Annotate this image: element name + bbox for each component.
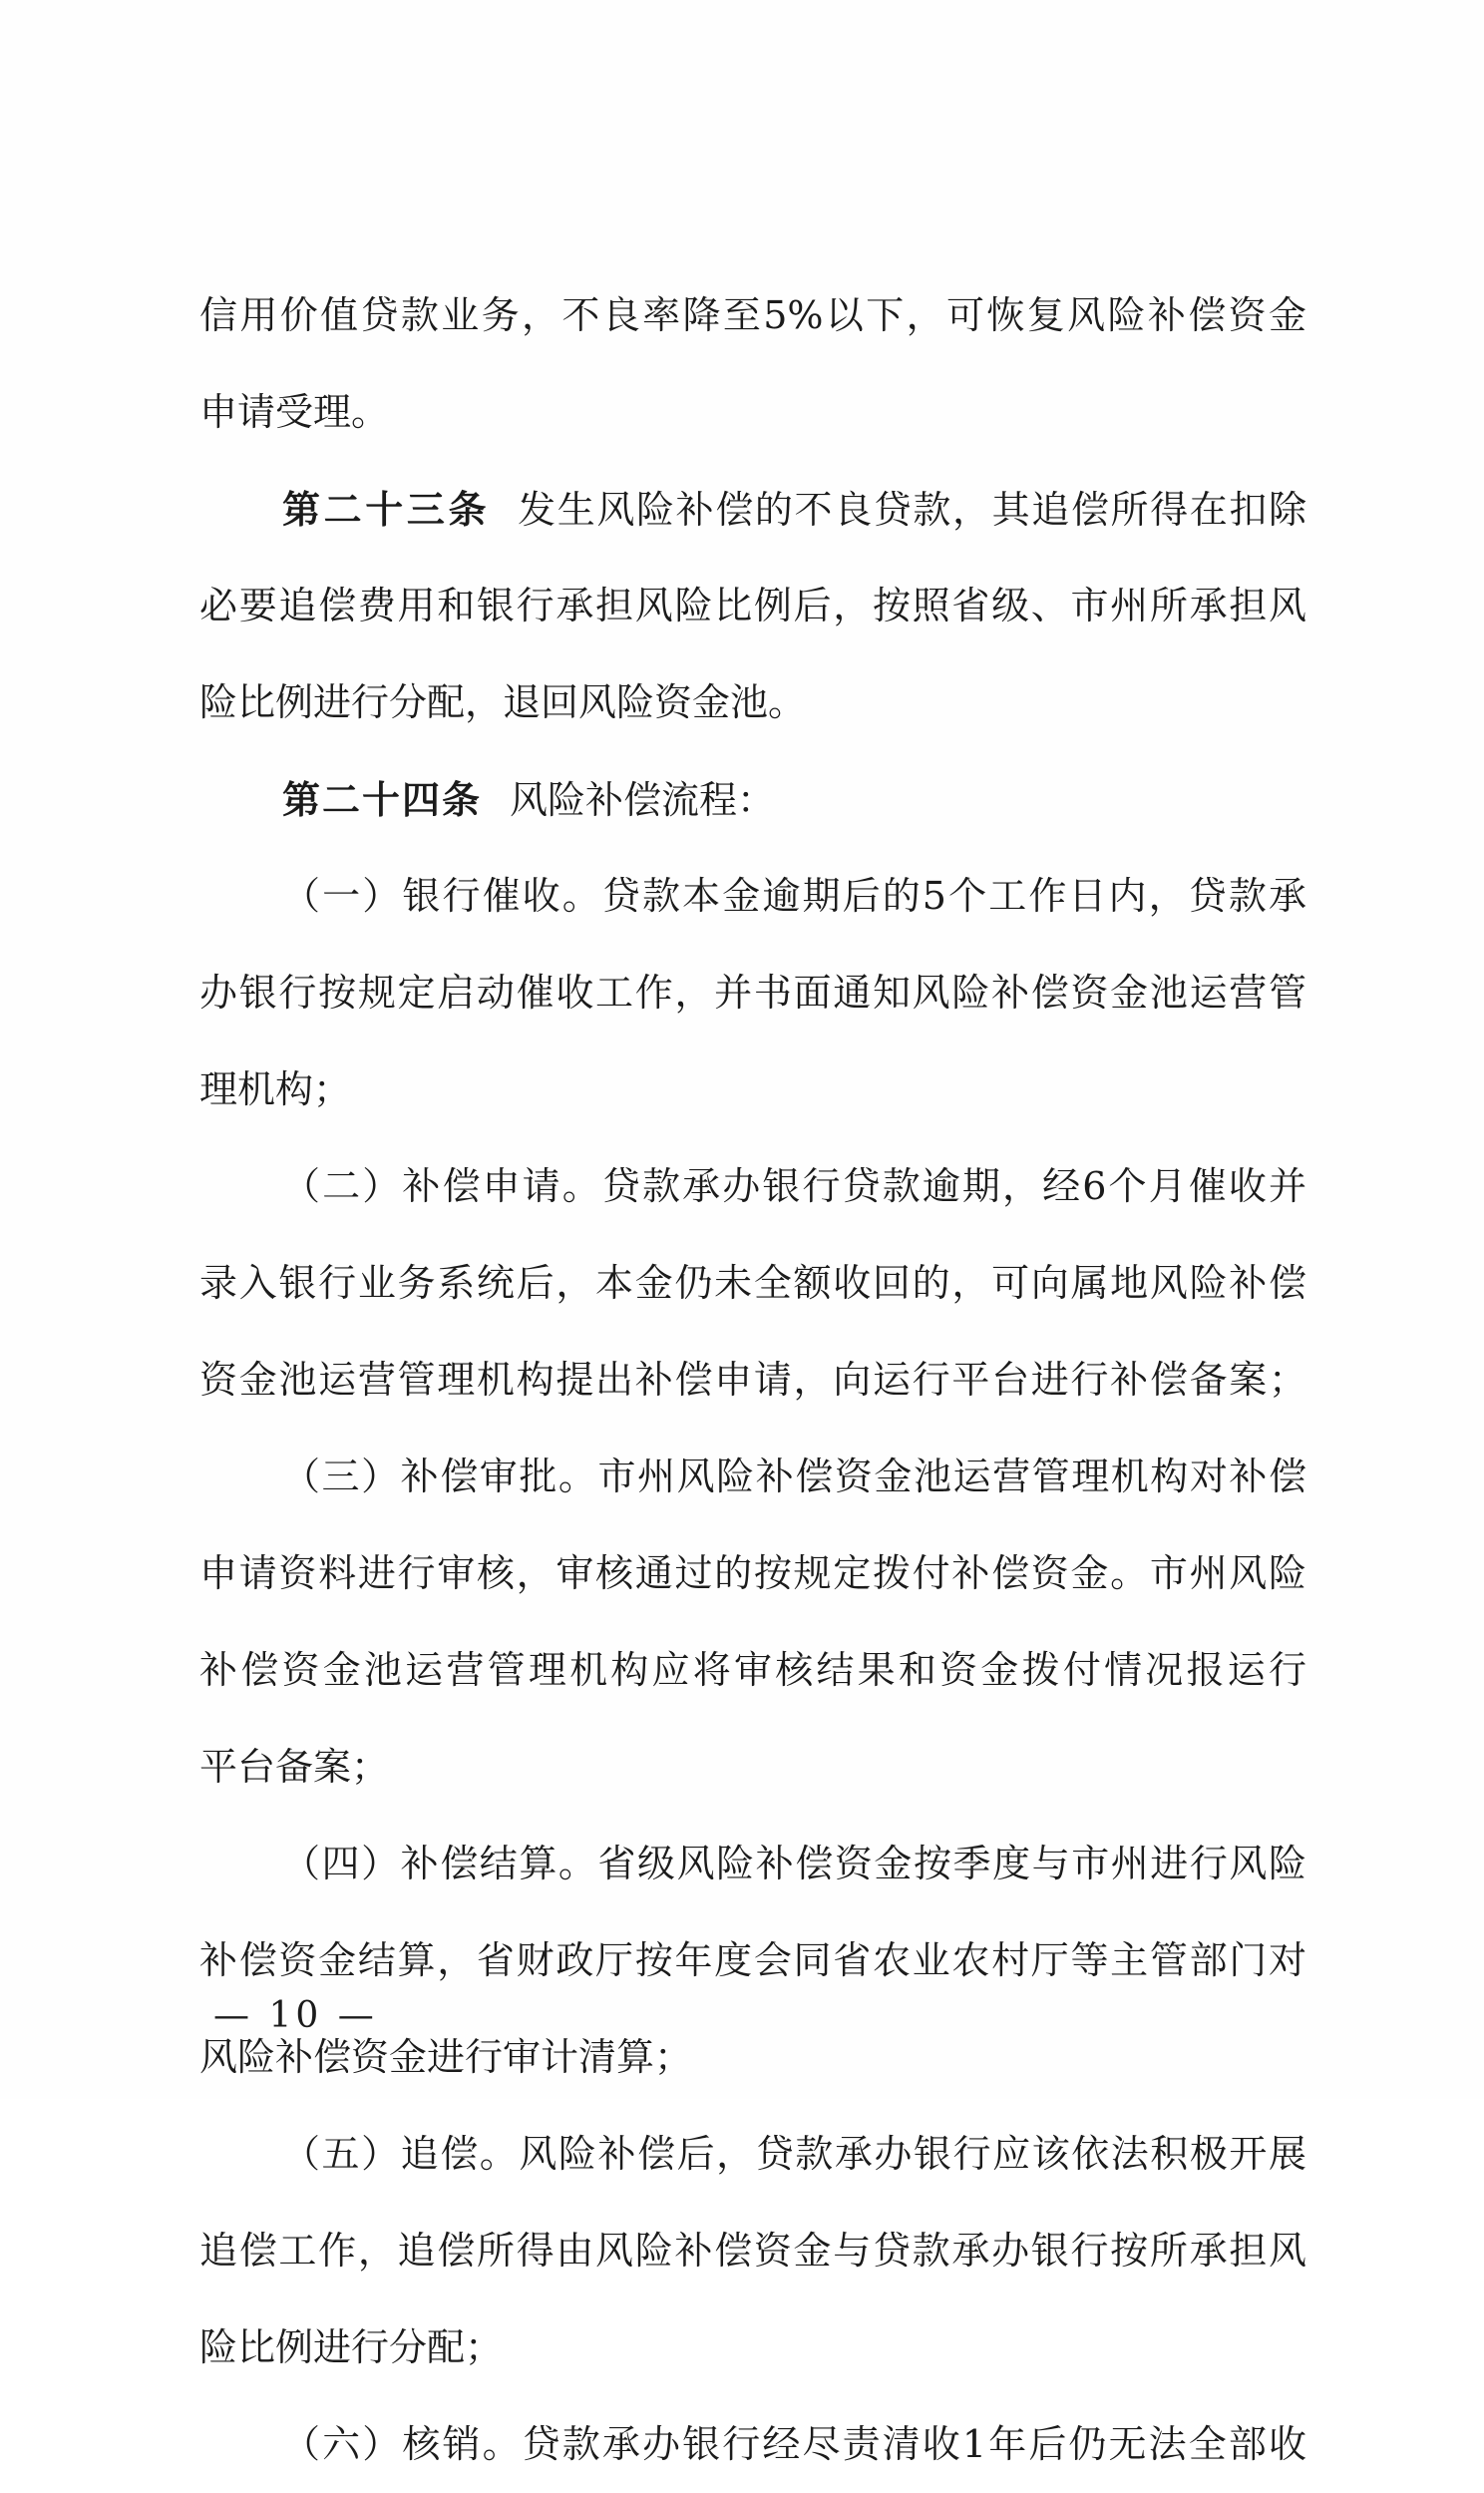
text-line: 录入银行业务系统后，本金仍未全额收回的，可向属地风险补偿 — [199, 1261, 1306, 1305]
text-line: （六）核销。贷款承办银行经尽责清收1年后仍无法全部收 — [282, 2422, 1306, 2466]
text-line: （三）补偿审批。市州风险补偿资金池运营管理机构对补偿 — [282, 1454, 1306, 1498]
article-text: 发生风险补偿的不良贷款，其追偿所得在扣除 — [518, 488, 1306, 532]
text-line: 必要追偿费用和银行承担风险比例后，按照省级、市州所承担风 — [199, 584, 1306, 627]
article-23-paragraph — [199, 461, 1306, 558]
article-text: 风险补偿流程： — [510, 778, 776, 822]
article-heading: 第二十四条 — [282, 777, 483, 822]
article-24-paragraph — [199, 751, 1306, 848]
text-line: 补偿资金池运营管理机构应将审核结果和资金拨付情况报运行 — [199, 1648, 1306, 1692]
text-line: （五）追偿。风险补偿后，贷款承办银行应该依法积极开展 — [282, 2132, 1306, 2176]
text-line: 平台备案； — [199, 1745, 390, 1789]
document-body — [199, 267, 1306, 2493]
page-number: — 10 — — [213, 1995, 378, 2036]
text-line: 申请受理。 — [199, 390, 390, 434]
article-heading: 第二十三条 — [282, 487, 491, 532]
text-line: 资金池运营管理机构提出补偿申请，向运行平台进行补偿备案； — [199, 1358, 1306, 1402]
text-line: 补偿资金结算，省财政厅按年度会同省农业农村厅等主管部门对 — [199, 1938, 1306, 1982]
text-line: 险比例进行分配； — [199, 2325, 504, 2369]
text-line: （四）补偿结算。省级风险补偿资金按季度与市州进行风险 — [282, 1842, 1306, 1885]
text-line: 信用价值贷款业务，不良率降至5%以下，可恢复风险补偿资金 — [199, 293, 1306, 337]
text-line: 险比例进行分配，退回风险资金池。 — [199, 680, 807, 724]
text-line: 办银行按规定启动催收工作，并书面通知风险补偿资金池运营管 — [199, 971, 1306, 1015]
text-line: 追偿工作，追偿所得由风险补偿资金与贷款承办银行按所承担风 — [199, 2229, 1306, 2273]
text-line: （二）补偿申请。贷款承办银行贷款逾期，经6个月催收并 — [282, 1164, 1306, 1208]
text-line: 风险补偿资金进行审计清算； — [199, 2035, 693, 2079]
text-line: 理机构； — [199, 1067, 352, 1111]
text-line: 申请资料进行审核，审核通过的按规定拨付补偿资金。市州风险 — [199, 1551, 1306, 1595]
text-line: （一）银行催收。贷款本金逾期后的5个工作日内，贷款承 — [282, 874, 1306, 918]
